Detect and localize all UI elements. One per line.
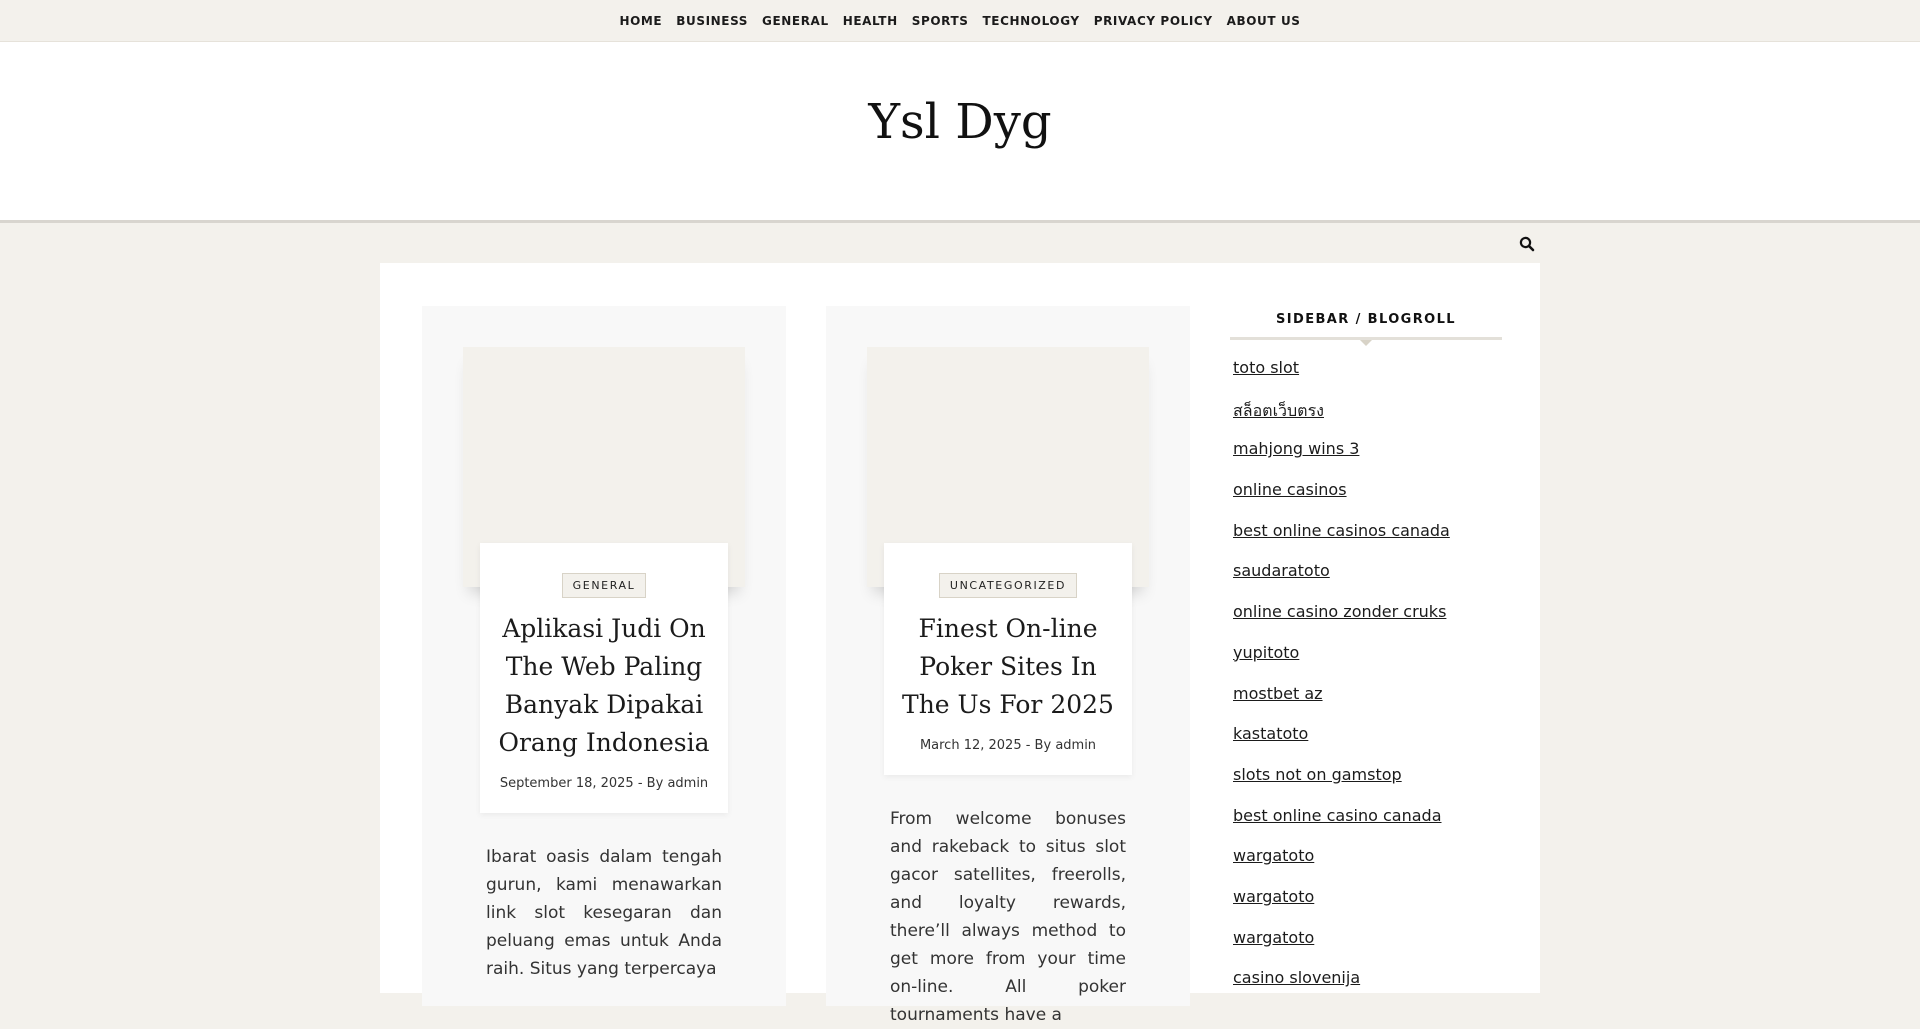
blogroll-link[interactable]: saudaratoto [1233, 561, 1330, 581]
blogroll-item [1233, 968, 1502, 1009]
top-navigation [0, 0, 1920, 42]
blogroll-item [1233, 480, 1502, 521]
blogroll-link[interactable]: สล็อตเว็บตรง [1233, 400, 1324, 420]
post-header-card [480, 543, 728, 813]
site-title[interactable]: Ysl Dyg [868, 94, 1052, 150]
post-card [422, 306, 786, 1006]
post-card [826, 306, 1190, 1025]
post-by-label: - By [1025, 738, 1052, 753]
post-date[interactable]: March 12, 2025 [919, 738, 1022, 753]
blogroll-link[interactable]: wargatoto [1233, 927, 1315, 947]
main-content [380, 263, 1540, 1025]
post-author[interactable]: admin [667, 776, 709, 791]
nav-sports[interactable]: SPORTS [911, 13, 969, 28]
post-excerpt: Ibarat oasis dalam tengah gurun, kami menawarkan link slot kesegaran dan peluang emas untuk Anda raih. Situs yang terpercaya [486, 847, 722, 979]
site-header [0, 42, 1920, 223]
blogroll-item [1233, 399, 1502, 440]
blogroll-link[interactable]: best online casinos canada [1233, 520, 1450, 540]
blogroll-list [1230, 358, 1502, 1009]
blogroll-link[interactable]: yupitoto [1233, 642, 1300, 662]
blogroll-link[interactable]: toto slot [1233, 358, 1300, 377]
blogroll-item [1233, 521, 1502, 562]
blogroll-link[interactable]: casino slovenija [1233, 968, 1361, 988]
blogroll-link[interactable]: wargatoto [1233, 846, 1315, 866]
nav-general[interactable]: GENERAL [762, 13, 829, 28]
blogroll-item [1233, 806, 1502, 847]
blogroll-item [1233, 439, 1502, 480]
sidebar-widget-title [1230, 306, 1502, 340]
blogroll-item [1233, 643, 1502, 684]
blogroll-link[interactable]: best online casino canada [1233, 805, 1442, 825]
post-excerpt: From welcome bonuses and rakeback to situs slot gacor satellites, freerolls, and loyalty rewards, there’ll always method to get more from your time on-line. All poker tournaments have a [890, 809, 1126, 1025]
blogroll-item [1233, 602, 1502, 643]
post-meta [884, 738, 1132, 753]
sidebar [1230, 306, 1502, 1009]
blogroll-item [1233, 928, 1502, 969]
post-title[interactable]: Aplikasi Judi On The Web Paling Banyak Dipakai Orang Indonesia [498, 614, 710, 757]
blogroll-item [1233, 684, 1502, 725]
post-category-badge[interactable]: UNCATEGORIZED [939, 573, 1077, 598]
post-title[interactable]: Finest On-line Poker Sites In The Us For 2025 [902, 614, 1114, 719]
nav-health[interactable]: HEALTH [842, 13, 898, 28]
nav-about-us[interactable]: ABOUT US [1226, 13, 1301, 28]
nav-privacy-policy[interactable]: PRIVACY POLICY [1093, 13, 1213, 28]
blogroll-item [1233, 887, 1502, 928]
blogroll-link[interactable]: wargatoto [1233, 886, 1315, 906]
blogroll-link[interactable]: mahjong wins 3 [1233, 439, 1360, 459]
nav-technology[interactable]: TECHNOLOGY [982, 13, 1080, 28]
blogroll-link[interactable]: online casino zonder cruks [1233, 602, 1447, 622]
blogroll-item [1233, 561, 1502, 602]
nav-home[interactable]: HOME [619, 13, 663, 28]
blogroll-link[interactable]: kastatoto [1233, 724, 1309, 744]
post-date[interactable]: September 18, 2025 [499, 776, 634, 791]
blogroll-link[interactable]: mostbet az [1233, 683, 1323, 703]
caret-down-icon [1360, 340, 1372, 346]
blogroll-item [1233, 765, 1502, 806]
post-by-label: - By [637, 776, 664, 791]
nav-business[interactable]: BUSINESS [676, 13, 749, 28]
blogroll-item [1233, 724, 1502, 765]
blogroll-link[interactable]: slots not on gamstop [1233, 764, 1402, 784]
post-author[interactable]: admin [1055, 738, 1097, 753]
sidebar-widget-title-text: SIDEBAR / BLOGROLL [1276, 312, 1456, 327]
blogroll-item [1233, 846, 1502, 887]
search-icon[interactable] [1519, 236, 1535, 252]
post-meta [480, 776, 728, 791]
blogroll-item [1233, 358, 1502, 399]
post-category-badge[interactable]: GENERAL [562, 573, 647, 598]
blogroll-link[interactable]: online casinos [1233, 480, 1347, 500]
post-header-card [884, 543, 1132, 775]
